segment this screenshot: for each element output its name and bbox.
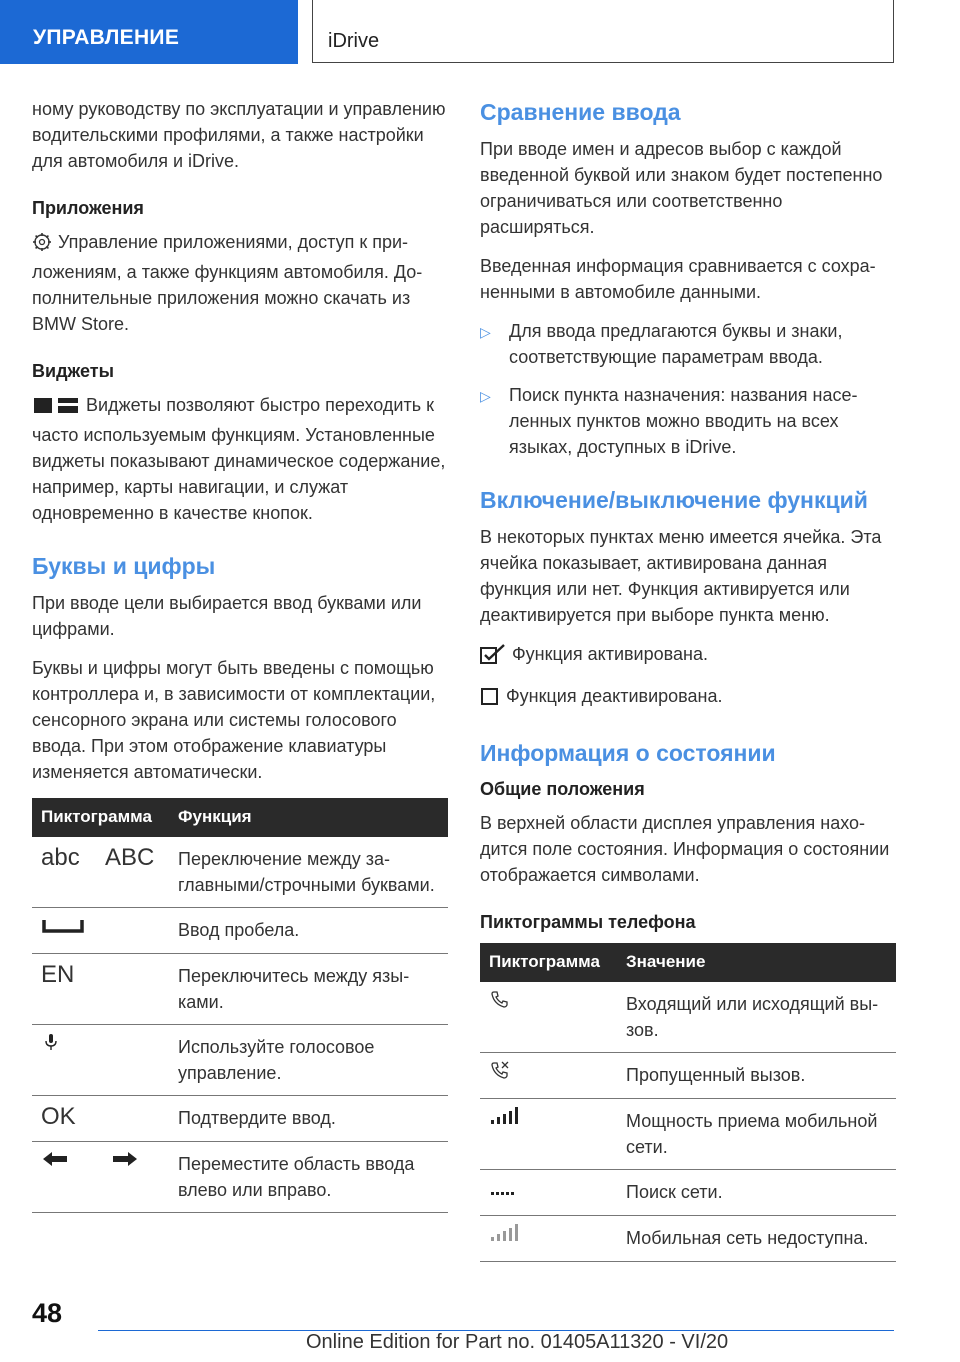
table-cell: Мощность приема мобильной сети. <box>617 1099 896 1170</box>
table-row <box>480 1053 896 1099</box>
apps-text: Управление приложениями, доступ к приложениям, а также функциям автомобиля. Дополнительные приложения можно скачать из BMW Store. <box>32 232 423 334</box>
arrows-icon <box>32 1142 169 1213</box>
compare-paragraph-1: При вводе имен и адресов выбор с каждой введенной буквой или знаком будет постепенно ограничиваться или соответственно расширяться. <box>480 139 883 237</box>
space-icon <box>32 908 169 954</box>
table-row <box>32 954 448 1025</box>
toggle-heading: Включение/выключение функций <box>480 487 868 513</box>
right-column <box>480 96 896 1262</box>
missed-call-icon <box>480 1053 617 1099</box>
table-cell: Переместите область ввода влево или вправо. <box>169 1142 448 1213</box>
status-heading: Информация о состоянии <box>480 740 776 766</box>
bullet-text: Для ввода предлагаются буквы и знаки, соответствующие параметрам ввода. <box>509 321 843 367</box>
topic-tab <box>312 0 894 63</box>
apps-paragraph <box>32 229 448 337</box>
general-title: Общие положения <box>480 779 645 799</box>
table-header-row <box>32 798 448 837</box>
table-cell: Входящий или исходящий вызов. <box>617 982 896 1053</box>
triangle-bullet-icon: ▷ <box>480 324 491 340</box>
network-search-icon <box>480 1170 617 1216</box>
gear-icon <box>32 232 52 259</box>
table-cell: Пропущенный вызов. <box>617 1053 896 1099</box>
phone-icon <box>480 982 617 1053</box>
triangle-bullet-icon: ▷ <box>480 388 491 404</box>
letters-paragraph-1: При вводе цели выбирается ввод буквами или цифрами. <box>32 593 422 639</box>
checked-line <box>480 641 896 671</box>
left-column <box>32 96 448 1213</box>
checkbox-checked-icon <box>480 644 506 671</box>
case-switch-icon: abc ABC <box>32 837 169 908</box>
footer-edition: Online Edition for Part no. 01405A11320 - VI/20 <box>306 1331 729 1353</box>
table-row <box>32 1096 448 1142</box>
signal-strength-icon <box>480 1099 617 1170</box>
checked-text: Функция активирована. <box>512 644 708 664</box>
letters-paragraph-2: Буквы и цифры могут быть введены с помощью контроллера и, в зависимости от комплектации, сенсорного экрана или системы голосового ввода. При этом отображение клавиатуры изменяется автоматически. <box>32 658 436 782</box>
table-row <box>480 1099 896 1170</box>
page-number: 48 <box>32 1298 63 1328</box>
no-network-icon <box>480 1216 617 1262</box>
unchecked-line <box>480 683 896 713</box>
topic-title: iDrive <box>328 30 380 52</box>
compare-heading: Сравнение ввода <box>480 99 681 125</box>
table-header-pictogram: Пиктограмма <box>480 943 617 982</box>
widgets-icon <box>32 395 80 422</box>
intro-paragraph: ному руководству по эксплуатации и управлению водительскими профилями, а также настройки для автомобиля и iDrive. <box>32 99 446 171</box>
phone-icons-title: Пиктограммы телефона <box>480 912 696 932</box>
table-cell: Переключитесь между языками. <box>169 954 448 1025</box>
list-item <box>480 382 896 460</box>
language-icon: EN <box>32 954 169 1025</box>
letters-heading: Буквы и цифры <box>32 553 216 579</box>
table-row <box>480 982 896 1053</box>
table-row <box>32 1025 448 1096</box>
section-title: УПРАВЛЕНИЕ <box>33 26 180 49</box>
table-cell: Мобильная сеть недоступна. <box>617 1216 896 1262</box>
table-header-function: Функция <box>169 798 448 837</box>
toggle-paragraph: В некоторых пунктах меню имеется ячейка. Эта ячейка показывает, активирована данная функция или нет. Функция активируется или деактивируется при выборе пункта меню. <box>480 527 882 625</box>
ok-icon: OK <box>32 1096 169 1142</box>
compare-paragraph-2: Введенная информация сравнивается с сохраненными в автомобиле данными. <box>480 256 876 302</box>
bullet-text: Поиск пункта назначения: названия населенных пунктов можно вводить на всех языках, доступных в iDrive. <box>509 385 858 457</box>
microphone-icon <box>32 1025 169 1096</box>
table-row <box>480 1170 896 1216</box>
table-row <box>32 1142 448 1213</box>
table-header-meaning: Значение <box>617 943 896 982</box>
widgets-title: Виджеты <box>32 361 114 381</box>
widgets-paragraph <box>32 392 448 526</box>
general-paragraph: В верхней области дисплея управления находится поле состояния. Информация о состоянии отображается символами. <box>480 813 890 885</box>
table-cell: Переключение между заглавными/строчными буквами. <box>169 837 448 908</box>
list-item <box>480 318 896 370</box>
table-row <box>32 908 448 954</box>
table-cell: Ввод пробела. <box>169 908 448 954</box>
apps-title: Приложения <box>32 198 144 218</box>
checkbox-unchecked-icon <box>480 686 500 713</box>
table-cell: Подтвердите ввод. <box>169 1096 448 1142</box>
unchecked-text: Функция деактивирована. <box>506 686 723 706</box>
table-cell: Поиск сети. <box>617 1170 896 1216</box>
table-row <box>32 837 448 908</box>
table-header-row <box>480 943 896 982</box>
keyboard-icons-table <box>32 798 448 1213</box>
widgets-text: Виджеты позволяют быстро переходить к часто используемым функциям. Установленные виджеты показывают динамическое содержание, например, карты навигации, и служат одновременно в качестве кнопок. <box>32 395 446 523</box>
table-cell: Используйте голосовое управление. <box>169 1025 448 1096</box>
phone-icons-table <box>480 943 896 1262</box>
section-tab <box>0 0 298 64</box>
table-row <box>480 1216 896 1262</box>
table-header-pictogram: Пиктограмма <box>32 798 169 837</box>
